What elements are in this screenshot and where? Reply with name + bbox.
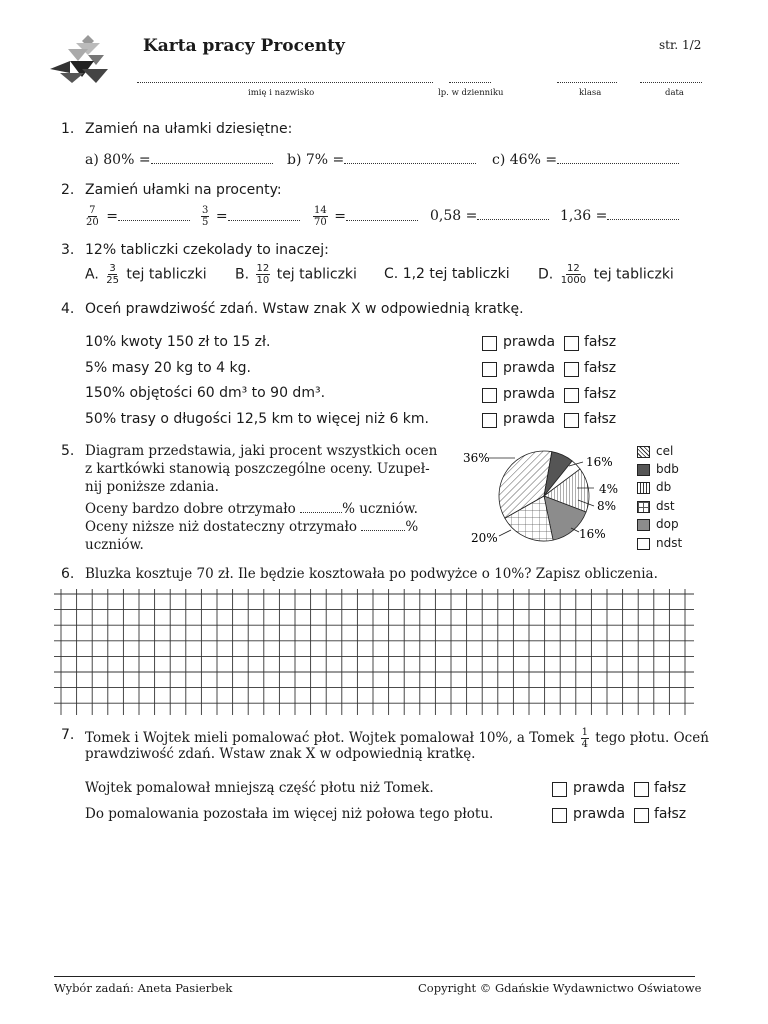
answer-field-1c[interactable]: [557, 151, 679, 164]
denominator: 1000: [560, 275, 587, 286]
numerator: 12: [256, 263, 270, 274]
question-2-text: Zamień ułamki na procenty:: [85, 182, 282, 198]
true-checkbox-4-2[interactable]: [482, 362, 497, 377]
fraction-1-4: [581, 727, 589, 750]
statement-7-2: Do pomalowania pozostała im więcej niż połowa tego płotu.: [85, 806, 494, 822]
legend-label-cel: cel: [656, 444, 674, 458]
fraction-14-70: [313, 205, 328, 228]
page-title: Karta pracy Procenty: [143, 36, 345, 56]
calculation-grid[interactable]: [54, 589, 694, 715]
legend-swatch-ndst: [637, 538, 650, 550]
false-label: fałsz: [584, 360, 617, 376]
question-5-sentence-2: [85, 518, 418, 535]
fraction-3-25: [105, 263, 120, 286]
false-checkbox-4-3[interactable]: [564, 388, 579, 403]
option-text: 1,2 tej tabliczki: [402, 266, 510, 282]
true-label: prawda: [503, 386, 556, 402]
question-4-number: 4.: [61, 301, 75, 317]
fraction-12-10: [256, 263, 271, 286]
sentence-text: tego płotu. Oceń: [595, 730, 709, 746]
class-field[interactable]: [557, 82, 617, 83]
option-letter: C.: [384, 266, 399, 282]
false-label: fałsz: [654, 780, 687, 796]
numerator: 3: [202, 205, 209, 216]
true-label: prawda: [503, 411, 556, 427]
legend-label-dop: dop: [656, 517, 679, 531]
option-c[interactable]: [384, 266, 510, 282]
sentence-text: Tomek i Wojtek mieli pomalować płot. Wojtek pomalował 10%, a Tomek: [85, 730, 575, 746]
legend-swatch-dop: [637, 519, 650, 531]
answer-field-2b[interactable]: [228, 208, 300, 221]
question-1-text: Zamień na ułamki dziesiętne:: [85, 121, 293, 137]
answer-field-1a[interactable]: [151, 151, 273, 164]
true-label: prawda: [573, 806, 626, 822]
class-number-field-label: lp. w dzienniku: [438, 88, 504, 98]
sentence-text: Oceny bardzo dobre otrzymało: [85, 501, 296, 517]
footer-copyright: Copyright © Gdańskie Wydawnictwo Oświatowe: [418, 981, 702, 995]
name-field[interactable]: [137, 82, 433, 83]
false-label: fałsz: [584, 334, 617, 350]
question-5-number: 5.: [61, 443, 75, 459]
option-text: tej tabliczki: [593, 266, 674, 283]
legend-swatch-dst: [637, 501, 650, 513]
question-1-item-a: [85, 151, 273, 168]
date-field[interactable]: [640, 82, 702, 83]
footer-divider: [54, 976, 695, 977]
question-7-number: 7.: [61, 727, 75, 743]
denominator: 70: [314, 217, 327, 228]
legend-label-bdb: bdb: [656, 462, 679, 476]
page-number: str. 1/2: [659, 38, 702, 52]
legend-label-db: db: [656, 480, 672, 494]
sentence-text: %: [405, 519, 419, 535]
option-letter: D.: [538, 266, 554, 283]
option-a[interactable]: [85, 263, 207, 286]
true-label: prawda: [503, 360, 556, 376]
question-4-text: Oceń prawdziwość zdań. Wstaw znak X w odpowiednią kratkę.: [85, 301, 524, 317]
question-2-item-3: [311, 205, 418, 228]
true-label: prawda: [573, 780, 626, 796]
label-4: 4%: [599, 482, 619, 496]
equals-sign: =: [215, 208, 228, 225]
question-2-item-4: [430, 207, 549, 224]
false-checkbox-7-2[interactable]: [634, 808, 649, 823]
answer-field-2c[interactable]: [346, 208, 418, 221]
statement-4-1: 10% kwoty 150 zł to 15 zł.: [85, 334, 271, 350]
answer-field-5a[interactable]: [300, 500, 342, 513]
legend-swatch-db: [637, 482, 650, 494]
question-1-item-c-label: c) 46% =: [492, 152, 558, 168]
numerator: 14: [314, 205, 327, 216]
true-checkbox-7-1[interactable]: [552, 782, 567, 797]
legend-swatch-cel: [637, 446, 650, 458]
denominator: 5: [202, 217, 209, 228]
answer-field-1b[interactable]: [344, 151, 476, 164]
option-letter: B.: [235, 266, 250, 283]
statement-4-2: 5% masy 20 kg to 4 kg.: [85, 360, 251, 376]
footer-author: Wybór zadań: Aneta Pasierbek: [54, 981, 233, 995]
label-16-bottom: 16%: [579, 527, 606, 541]
question-5-line-1: Diagram przedstawia, jaki procent wszystkich ocen: [85, 443, 438, 459]
class-number-field[interactable]: [449, 82, 491, 83]
label-8: 8%: [597, 499, 617, 513]
option-b[interactable]: [235, 263, 357, 286]
false-checkbox-4-1[interactable]: [564, 336, 579, 351]
decimal-label: 0,58 =: [430, 208, 478, 224]
decimal-label: 1,36 =: [560, 208, 608, 224]
question-3-text: 12% tabliczki czekolady to inaczej:: [85, 242, 329, 258]
option-text: tej tabliczki: [276, 266, 357, 283]
statement-7-1: Wojtek pomalował mniejszą część płotu niż Tomek.: [85, 780, 434, 796]
equals-sign: =: [334, 208, 346, 225]
false-label: fałsz: [584, 411, 617, 427]
legend-label-ndst: ndst: [656, 536, 683, 550]
numerator: 3: [109, 263, 116, 274]
true-label: prawda: [503, 334, 556, 350]
question-2-number: 2.: [61, 182, 75, 198]
question-5-sentence-1: [85, 500, 418, 517]
false-label: fałsz: [584, 386, 617, 402]
numerator: 7: [89, 205, 96, 216]
statement-4-4: 50% trasy o długości 12,5 km to więcej niż 6 km.: [85, 411, 429, 427]
question-1-item-b: [287, 151, 476, 168]
statement-4-3: 150% objętości 60 dm³ to 90 dm³.: [85, 385, 326, 401]
grades-pie-chart: [455, 440, 630, 555]
publisher-logo: [48, 33, 114, 87]
false-label: fałsz: [654, 806, 687, 822]
denominator: 20: [86, 217, 99, 228]
label-cel: 36%: [463, 451, 490, 465]
question-6-number: 6.: [61, 566, 75, 582]
option-text: tej tabliczki: [126, 266, 207, 283]
option-letter: A.: [85, 266, 99, 283]
legend-label-dst: dst: [656, 499, 675, 513]
answer-field-2a[interactable]: [118, 208, 190, 221]
sentence-text: Oceny niższe niż dostateczny otrzymało: [85, 519, 358, 535]
answer-field-2e[interactable]: [607, 207, 679, 220]
question-1-item-b-label: b) 7% =: [287, 152, 345, 168]
question-7-line-2: prawdziwość zdań. Wstaw znak X w odpowiednią kratkę.: [85, 746, 476, 762]
false-checkbox-7-1[interactable]: [634, 782, 649, 797]
question-2-item-5: [560, 207, 679, 224]
true-checkbox-4-4[interactable]: [482, 413, 497, 428]
fraction-3-5: [201, 205, 209, 228]
class-field-label: klasa: [579, 88, 602, 98]
numerator: 1: [581, 727, 588, 738]
question-5-line-2: z kartkówki stanowią poszczególne oceny. Uzupeł-: [85, 461, 430, 477]
denominator: 10: [256, 275, 270, 286]
date-field-label: data: [665, 88, 684, 98]
answer-field-2d[interactable]: [477, 207, 549, 220]
numerator: 12: [567, 263, 580, 274]
question-6-text: Bluzka kosztuje 70 zł. Ile będzie kosztowała po podwyżce o 10%? Zapisz obliczenia.: [85, 566, 658, 582]
name-field-label: imię i nazwisko: [248, 88, 315, 98]
question-1-item-a-label: a) 80% =: [85, 152, 151, 168]
true-checkbox-7-2[interactable]: [552, 808, 567, 823]
question-5-sentence-2-end: uczniów.: [85, 537, 144, 553]
answer-field-5b[interactable]: [361, 518, 405, 531]
fraction-7-20: [85, 205, 100, 228]
question-1-number: 1.: [61, 121, 75, 137]
label-20: 20%: [471, 531, 498, 545]
question-1-item-c: [492, 151, 679, 168]
denominator: 4: [581, 739, 588, 750]
legend-swatch-bdb: [637, 464, 650, 476]
false-checkbox-4-2[interactable]: [564, 362, 579, 377]
question-2-item-2: [199, 205, 300, 228]
fraction-12-1000: [560, 263, 587, 286]
true-checkbox-4-1[interactable]: [482, 336, 497, 351]
option-d[interactable]: [538, 263, 674, 286]
question-2-item-1: [83, 205, 190, 228]
question-3-number: 3.: [61, 242, 75, 258]
label-16-top: 16%: [586, 455, 613, 469]
true-checkbox-4-3[interactable]: [482, 388, 497, 403]
question-5-line-3: nij poniższe zdania.: [85, 479, 219, 495]
equals-sign: =: [106, 208, 118, 225]
false-checkbox-4-4[interactable]: [564, 413, 579, 428]
denominator: 25: [106, 275, 119, 286]
sentence-text: % uczniów.: [342, 501, 418, 517]
